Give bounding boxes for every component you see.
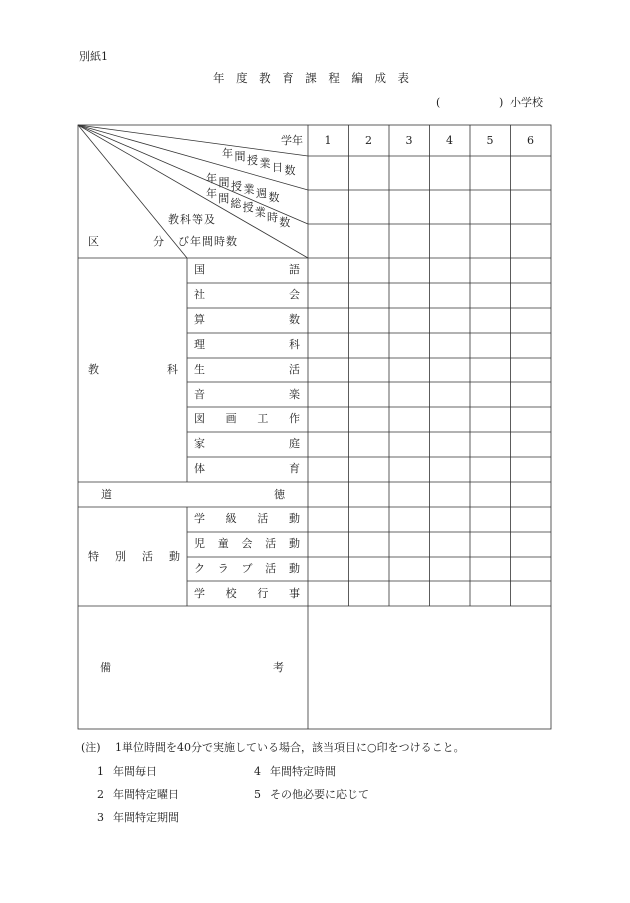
subjects-section-label: 教 科 (88, 363, 178, 376)
school-paren-open: ( (436, 96, 441, 109)
subject-3: 算 数 (194, 313, 300, 326)
grade-header-5: 5 (486, 134, 494, 147)
subject-2: 社 会 (194, 288, 300, 301)
special-activities-label: 特 別 活 動 (88, 550, 180, 563)
note-item-number: 4 (254, 765, 261, 778)
special-activity-2: 児 童 会 活 動 (194, 537, 300, 550)
note-main: 1単位時間を40分で実施している場合，該当項目に○印をつけること。 (115, 741, 465, 754)
grade-header-3: 3 (405, 134, 413, 147)
special-activity-1: 学 級 活 動 (194, 512, 300, 525)
moral-label: 道 徳 (101, 488, 285, 501)
note-item-number: 1 (97, 765, 104, 778)
subject-hours-label-2: び年間時数 (178, 235, 238, 248)
note-item-number: 5 (254, 788, 261, 801)
subject-7: 図 画 工 作 (194, 412, 300, 425)
note-item-text: 年間特定期間 (113, 811, 179, 824)
note-item-text: 年間特定曜日 (113, 788, 179, 801)
grade-header-1: 1 (324, 134, 332, 147)
school-suffix: 小学校 (510, 96, 543, 109)
subject-9: 体 育 (194, 462, 300, 475)
special-activity-4: 学 校 行 事 (194, 587, 300, 600)
grade-header-4: 4 (446, 134, 453, 147)
note-item-number: 2 (97, 788, 104, 801)
special-activity-3: ク ラ ブ 活 動 (194, 562, 300, 575)
note-item-number: 3 (97, 811, 104, 824)
school-paren-close: ) (499, 96, 504, 109)
subject-1: 国 語 (194, 263, 300, 276)
subject-4: 理 科 (194, 338, 300, 351)
note-item-text: その他必要に応じて (270, 788, 369, 801)
subject-5: 生 活 (194, 363, 300, 376)
subject-6: 音 楽 (194, 388, 300, 401)
category-label: 区 分 (88, 235, 164, 248)
grade-label: 学年 (281, 134, 303, 147)
subject-8: 家 庭 (194, 437, 300, 450)
attachment-label: 別紙1 (79, 50, 108, 63)
note-item-text: 年間毎日 (113, 765, 157, 778)
note-prefix: (注) (81, 741, 101, 754)
grade-header-6: 6 (527, 134, 534, 147)
note-item-text: 年間特定時間 (270, 765, 336, 778)
remarks-label: 備 考 (100, 661, 284, 674)
page-title: 年 度 教 育 課 程 編 成 表 (213, 71, 409, 85)
grade-header-2: 2 (365, 134, 372, 147)
subject-hours-label-1: 教科等及 (168, 213, 216, 226)
